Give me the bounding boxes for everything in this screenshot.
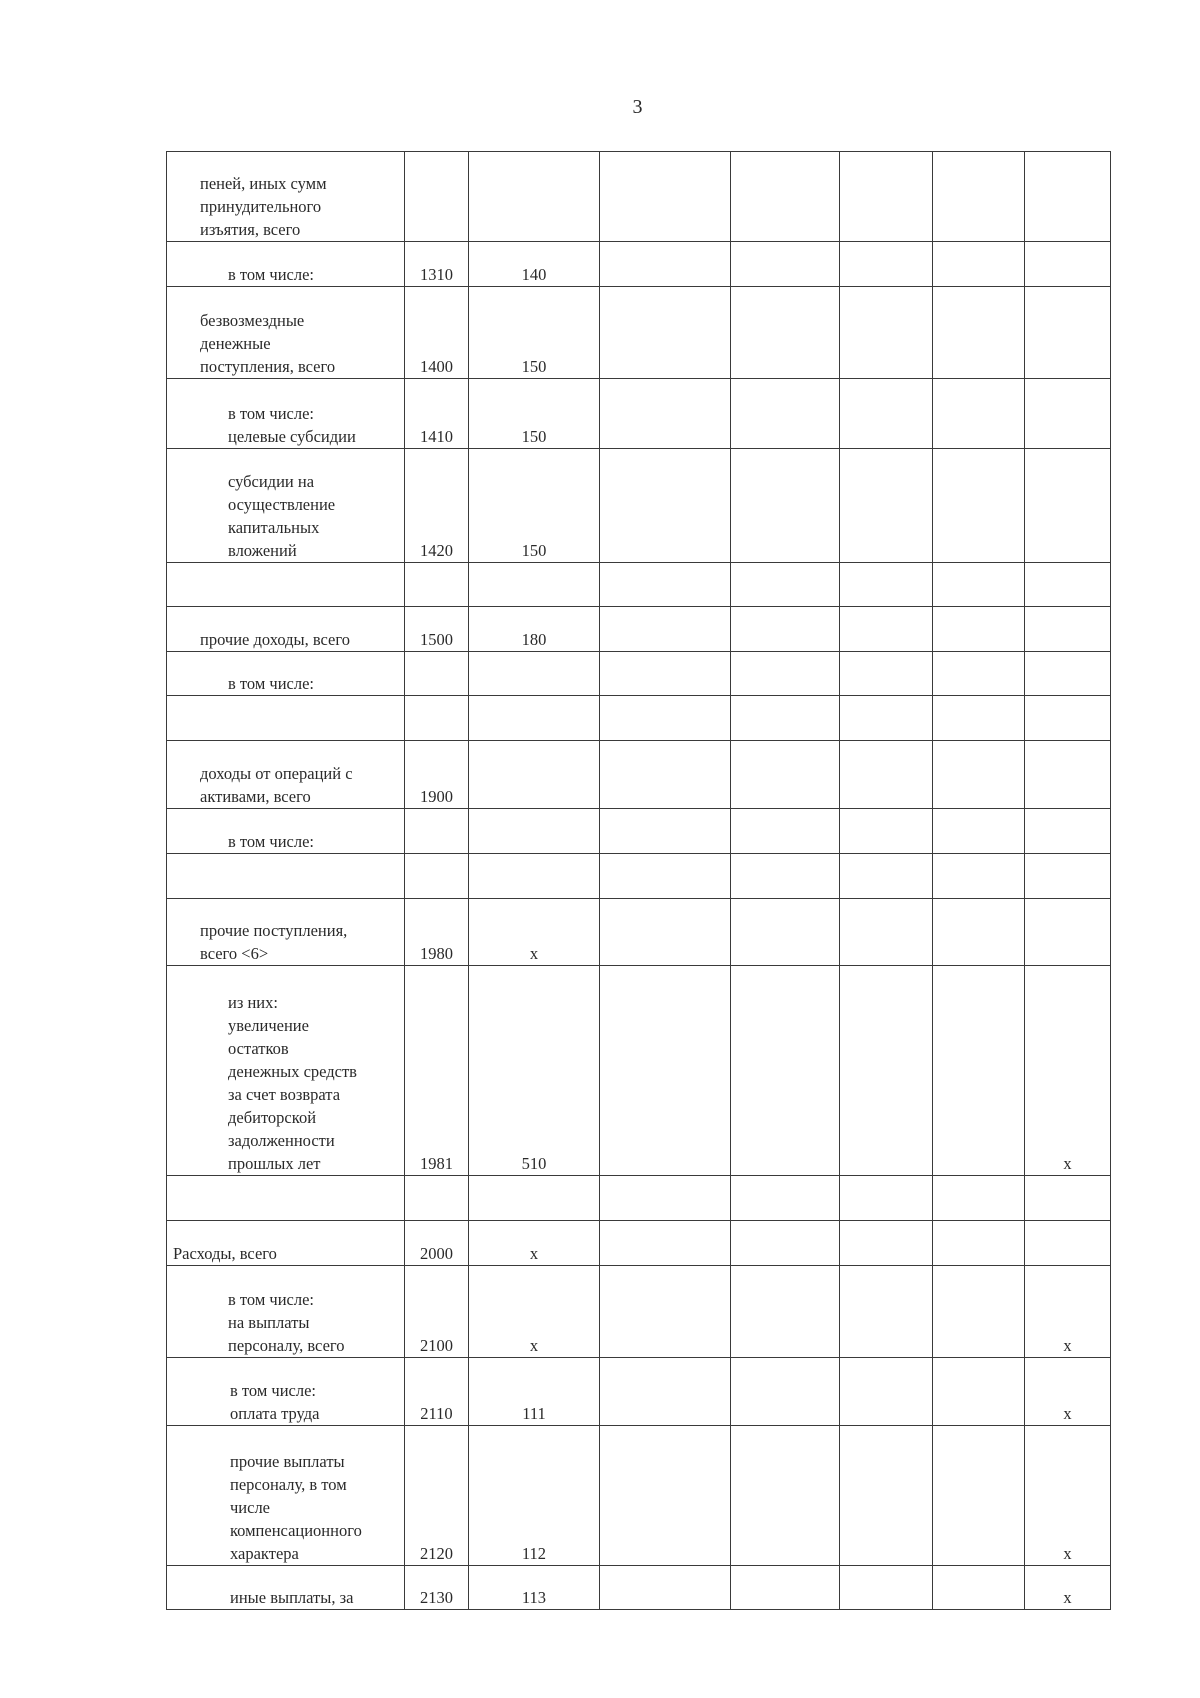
table-row bbox=[167, 1266, 1111, 1358]
empty-cell bbox=[731, 1176, 840, 1221]
empty-cell bbox=[933, 652, 1025, 696]
row-label-text: прочие поступления, всего <6> bbox=[200, 921, 348, 963]
table-row bbox=[167, 652, 1111, 696]
empty-cell bbox=[840, 1358, 933, 1426]
row-last-mark: х bbox=[1025, 1358, 1111, 1426]
row-code: 1500 bbox=[405, 607, 469, 652]
empty-cell bbox=[731, 1358, 840, 1426]
row-label bbox=[167, 1358, 405, 1426]
row-kbk: 180 bbox=[469, 607, 600, 652]
row-code: 2110 bbox=[405, 1358, 469, 1426]
row-label-text: из них: увеличение остатков денежных средств за счет возврата дебиторской задолженности прошлых лет bbox=[228, 993, 357, 1173]
row-label bbox=[167, 966, 405, 1176]
empty-cell bbox=[840, 854, 933, 899]
row-kbk: 150 bbox=[469, 287, 600, 379]
empty-cell bbox=[731, 652, 840, 696]
empty-cell bbox=[840, 809, 933, 854]
row-last-mark bbox=[1025, 696, 1111, 741]
row-last-mark bbox=[1025, 449, 1111, 563]
empty-cell bbox=[933, 854, 1025, 899]
row-kbk: 111 bbox=[469, 1358, 600, 1426]
row-kbk: 150 bbox=[469, 379, 600, 449]
row-code bbox=[405, 563, 469, 607]
empty-cell bbox=[731, 1266, 840, 1358]
empty-cell bbox=[600, 741, 731, 809]
row-label bbox=[167, 563, 405, 607]
empty-cell bbox=[600, 607, 731, 652]
empty-cell bbox=[840, 379, 933, 449]
empty-cell bbox=[600, 1566, 731, 1610]
row-last-mark: х bbox=[1025, 1266, 1111, 1358]
empty-cell bbox=[731, 809, 840, 854]
row-label-text: в том числе: оплата труда bbox=[230, 1381, 320, 1423]
row-code: 2120 bbox=[405, 1426, 469, 1566]
row-label-text: субсидии на осуществление капитальных вложений bbox=[228, 472, 336, 560]
row-kbk bbox=[469, 1176, 600, 1221]
row-last-mark bbox=[1025, 1221, 1111, 1266]
row-label bbox=[167, 152, 405, 242]
row-label bbox=[167, 652, 405, 696]
empty-cell bbox=[840, 899, 933, 966]
row-label bbox=[167, 696, 405, 741]
table-row bbox=[167, 899, 1111, 966]
row-last-mark bbox=[1025, 152, 1111, 242]
row-last-mark: х bbox=[1025, 1426, 1111, 1566]
empty-cell bbox=[600, 287, 731, 379]
row-kbk: 150 bbox=[469, 449, 600, 563]
row-label-text: в том числе: bbox=[228, 832, 315, 851]
row-label-text: пеней, иных сумм принудительного изъятия, всего bbox=[200, 174, 327, 239]
empty-cell bbox=[933, 966, 1025, 1176]
row-last-mark bbox=[1025, 652, 1111, 696]
row-last-mark bbox=[1025, 379, 1111, 449]
row-label-text: иные выплаты, за bbox=[230, 1588, 354, 1607]
row-label bbox=[167, 899, 405, 966]
row-last-mark bbox=[1025, 563, 1111, 607]
empty-cell bbox=[731, 966, 840, 1176]
row-code: 1410 bbox=[405, 379, 469, 449]
row-label-text: прочие доходы, всего bbox=[200, 630, 350, 649]
row-code: 1420 bbox=[405, 449, 469, 563]
row-label bbox=[167, 1566, 405, 1610]
empty-cell bbox=[933, 1566, 1025, 1610]
table-row bbox=[167, 449, 1111, 563]
empty-cell bbox=[600, 152, 731, 242]
empty-cell bbox=[731, 899, 840, 966]
row-code: 2100 bbox=[405, 1266, 469, 1358]
empty-cell bbox=[933, 1176, 1025, 1221]
row-label-text: в том числе: bbox=[228, 265, 315, 284]
row-kbk: 510 bbox=[469, 966, 600, 1176]
empty-cell bbox=[731, 379, 840, 449]
table-row bbox=[167, 809, 1111, 854]
row-last-mark bbox=[1025, 741, 1111, 809]
row-label-text: в том числе: целевые субсидии bbox=[228, 404, 356, 446]
empty-cell bbox=[840, 1176, 933, 1221]
empty-cell bbox=[731, 287, 840, 379]
empty-cell bbox=[840, 563, 933, 607]
row-label bbox=[167, 379, 405, 449]
empty-cell bbox=[933, 563, 1025, 607]
empty-cell bbox=[840, 1266, 933, 1358]
table-row bbox=[167, 1426, 1111, 1566]
row-label-text: в том числе: bbox=[228, 674, 315, 693]
table-row bbox=[167, 563, 1111, 607]
empty-cell bbox=[840, 1426, 933, 1566]
row-label bbox=[167, 809, 405, 854]
empty-cell bbox=[600, 966, 731, 1176]
empty-cell bbox=[600, 1426, 731, 1566]
empty-cell bbox=[600, 449, 731, 563]
row-kbk bbox=[469, 652, 600, 696]
empty-cell bbox=[731, 563, 840, 607]
row-code bbox=[405, 809, 469, 854]
empty-cell bbox=[600, 854, 731, 899]
empty-cell bbox=[840, 696, 933, 741]
row-last-mark bbox=[1025, 607, 1111, 652]
table-row bbox=[167, 1221, 1111, 1266]
empty-cell bbox=[933, 152, 1025, 242]
row-kbk: 113 bbox=[469, 1566, 600, 1610]
empty-cell bbox=[600, 379, 731, 449]
row-code bbox=[405, 1176, 469, 1221]
table-row bbox=[167, 966, 1111, 1176]
empty-cell bbox=[600, 242, 731, 287]
empty-cell bbox=[731, 1566, 840, 1610]
row-last-mark bbox=[1025, 1176, 1111, 1221]
empty-cell bbox=[731, 1221, 840, 1266]
table-row bbox=[167, 1566, 1111, 1610]
row-code: 2130 bbox=[405, 1566, 469, 1610]
empty-cell bbox=[840, 287, 933, 379]
row-label bbox=[167, 287, 405, 379]
empty-cell bbox=[933, 741, 1025, 809]
empty-cell bbox=[840, 652, 933, 696]
empty-cell bbox=[840, 449, 933, 563]
table-row bbox=[167, 242, 1111, 287]
row-kbk: х bbox=[469, 899, 600, 966]
empty-cell bbox=[933, 1358, 1025, 1426]
row-kbk bbox=[469, 563, 600, 607]
row-code: 1310 bbox=[405, 242, 469, 287]
row-code: 1900 bbox=[405, 741, 469, 809]
empty-cell bbox=[933, 1266, 1025, 1358]
empty-cell bbox=[600, 1176, 731, 1221]
row-label-text: в том числе: на выплаты персоналу, всего bbox=[228, 1290, 345, 1355]
empty-cell bbox=[933, 696, 1025, 741]
row-kbk bbox=[469, 854, 600, 899]
empty-cell bbox=[933, 1426, 1025, 1566]
row-label bbox=[167, 449, 405, 563]
row-kbk bbox=[469, 696, 600, 741]
row-label bbox=[167, 607, 405, 652]
row-last-mark bbox=[1025, 242, 1111, 287]
table-row bbox=[167, 287, 1111, 379]
empty-cell bbox=[600, 1358, 731, 1426]
empty-cell bbox=[600, 696, 731, 741]
row-kbk: 140 bbox=[469, 242, 600, 287]
row-code bbox=[405, 696, 469, 741]
empty-cell bbox=[933, 379, 1025, 449]
row-last-mark: х bbox=[1025, 1566, 1111, 1610]
empty-cell bbox=[600, 1221, 731, 1266]
row-last-mark bbox=[1025, 899, 1111, 966]
empty-cell bbox=[731, 449, 840, 563]
empty-cell bbox=[840, 607, 933, 652]
row-label-text: безвозмездные денежные поступления, всего bbox=[200, 311, 336, 376]
row-code: 1980 bbox=[405, 899, 469, 966]
row-last-mark bbox=[1025, 287, 1111, 379]
row-code bbox=[405, 854, 469, 899]
row-code: 2000 bbox=[405, 1221, 469, 1266]
row-last-mark: х bbox=[1025, 966, 1111, 1176]
row-last-mark bbox=[1025, 854, 1111, 899]
empty-cell bbox=[600, 1266, 731, 1358]
empty-cell bbox=[600, 899, 731, 966]
empty-cell bbox=[600, 563, 731, 607]
table-row bbox=[167, 854, 1111, 899]
empty-cell bbox=[840, 1221, 933, 1266]
row-label bbox=[167, 1266, 405, 1358]
empty-cell bbox=[731, 741, 840, 809]
empty-cell bbox=[731, 242, 840, 287]
page-number: 3 bbox=[632, 96, 643, 118]
row-label-text: доходы от операций с активами, всего bbox=[200, 764, 353, 806]
row-last-mark bbox=[1025, 809, 1111, 854]
empty-cell bbox=[933, 449, 1025, 563]
financial-plan-table bbox=[166, 151, 1111, 1610]
row-label bbox=[167, 1221, 405, 1266]
empty-cell bbox=[933, 242, 1025, 287]
row-code bbox=[405, 152, 469, 242]
row-label bbox=[167, 854, 405, 899]
empty-cell bbox=[840, 741, 933, 809]
row-label-text: прочие выплаты персоналу, в том числе компенсационного характера bbox=[230, 1452, 362, 1563]
table-row bbox=[167, 1176, 1111, 1221]
empty-cell bbox=[600, 809, 731, 854]
row-kbk: 112 bbox=[469, 1426, 600, 1566]
empty-cell bbox=[933, 899, 1025, 966]
empty-cell bbox=[933, 809, 1025, 854]
row-label bbox=[167, 1176, 405, 1221]
row-code bbox=[405, 652, 469, 696]
row-label bbox=[167, 242, 405, 287]
row-kbk bbox=[469, 741, 600, 809]
empty-cell bbox=[933, 287, 1025, 379]
row-label bbox=[167, 1426, 405, 1566]
empty-cell bbox=[840, 242, 933, 287]
table-row bbox=[167, 1358, 1111, 1426]
empty-cell bbox=[933, 607, 1025, 652]
empty-cell bbox=[840, 966, 933, 1176]
empty-cell bbox=[840, 1566, 933, 1610]
row-label bbox=[167, 741, 405, 809]
table-row bbox=[167, 379, 1111, 449]
empty-cell bbox=[731, 854, 840, 899]
row-label-text: Расходы, всего bbox=[173, 1244, 277, 1263]
empty-cell bbox=[600, 652, 731, 696]
row-code: 1400 bbox=[405, 287, 469, 379]
empty-cell bbox=[731, 696, 840, 741]
table-body bbox=[167, 152, 1111, 1610]
empty-cell bbox=[731, 1426, 840, 1566]
empty-cell bbox=[731, 607, 840, 652]
table-row bbox=[167, 741, 1111, 809]
row-kbk: х bbox=[469, 1266, 600, 1358]
row-kbk: х bbox=[469, 1221, 600, 1266]
row-code: 1981 bbox=[405, 966, 469, 1176]
row-kbk bbox=[469, 152, 600, 242]
empty-cell bbox=[933, 1221, 1025, 1266]
empty-cell bbox=[731, 152, 840, 242]
table-row bbox=[167, 607, 1111, 652]
table-row bbox=[167, 152, 1111, 242]
table-row bbox=[167, 696, 1111, 741]
empty-cell bbox=[840, 152, 933, 242]
row-kbk bbox=[469, 809, 600, 854]
